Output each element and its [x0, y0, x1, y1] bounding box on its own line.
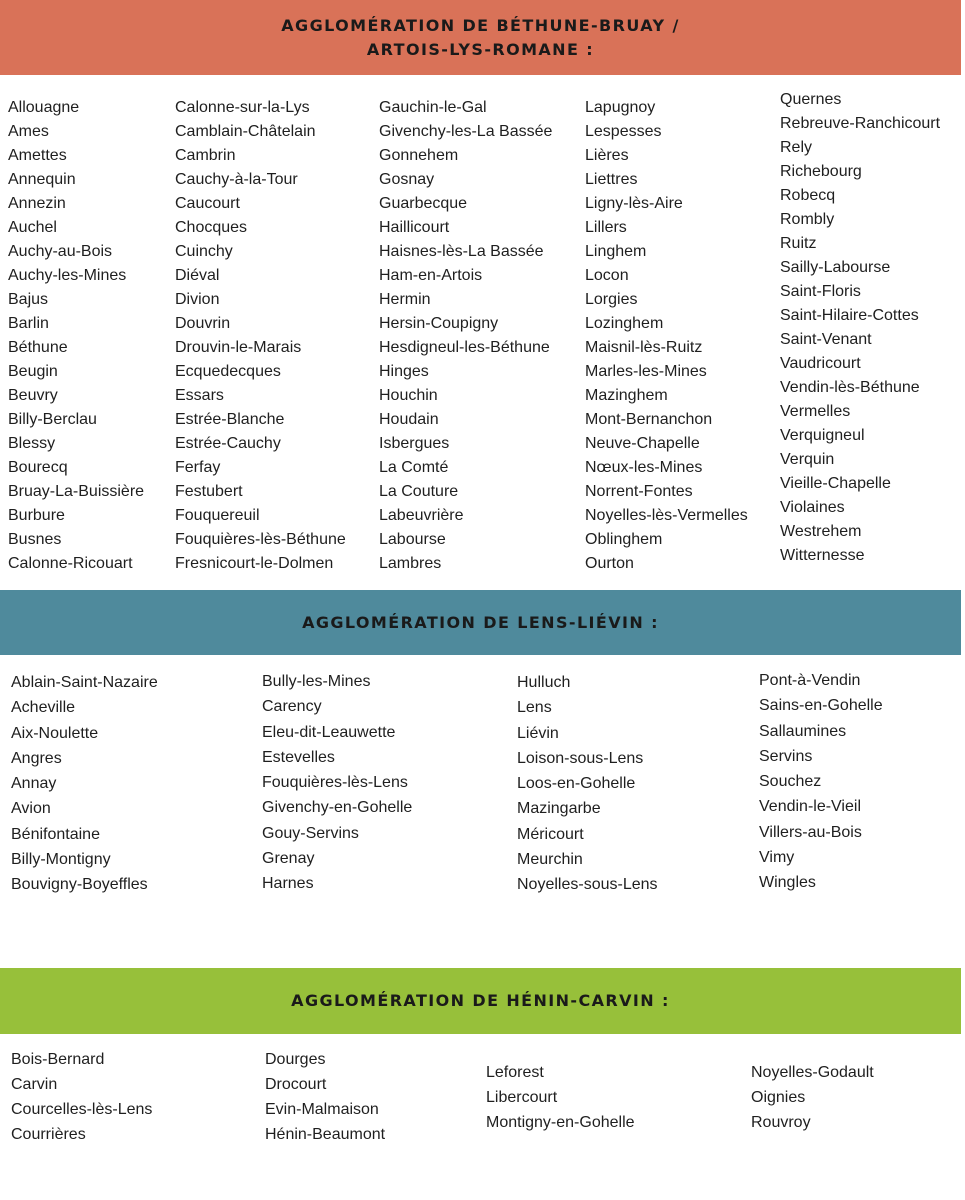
commune-name: Saint-Hilaire-Cottes — [780, 307, 919, 324]
commune-name: Barlin — [8, 315, 49, 332]
commune-name: Carency — [262, 698, 322, 716]
commune-name: Lambres — [379, 555, 442, 572]
commune-name: Fresnicourt-le-Dolmen — [175, 555, 334, 572]
commune-name: Auchel — [8, 219, 57, 236]
section-header-lens-lievin — [0, 590, 961, 655]
commune-name: Saint-Floris — [780, 283, 861, 300]
commune-name: Cambrin — [175, 147, 236, 164]
commune-name: Wingles — [759, 874, 816, 892]
commune-column — [8, 96, 144, 576]
commune-name: Vendin-le-Vieil — [759, 798, 861, 816]
commune-name: Lens — [517, 699, 552, 717]
commune-name: Courcelles-lès-Lens — [11, 1101, 153, 1118]
commune-name: Quernes — [780, 91, 842, 108]
commune-name: Verquin — [780, 451, 835, 468]
commune-name: Sains-en-Gohelle — [759, 697, 883, 715]
commune-column — [751, 1060, 874, 1135]
commune-name: Ruitz — [780, 235, 817, 252]
commune-name: Diéval — [175, 267, 220, 284]
commune-name: Libercourt — [486, 1089, 558, 1106]
commune-name: Nœux-les-Mines — [585, 459, 703, 476]
commune-name: Drocourt — [265, 1076, 327, 1093]
commune-name: Richebourg — [780, 163, 862, 180]
commune-name: Annay — [11, 775, 57, 793]
commune-name: Givenchy-les-La Bassée — [379, 123, 553, 140]
commune-name: Saint-Venant — [780, 331, 872, 348]
commune-name: Harnes — [262, 875, 314, 893]
commune-name: Busnes — [8, 531, 62, 548]
commune-name: Camblain-Châtelain — [175, 123, 316, 140]
commune-name: Bully-les-Mines — [262, 673, 371, 690]
commune-name: Beuvry — [8, 387, 58, 404]
commune-name: Evin-Malmaison — [265, 1101, 379, 1118]
commune-name: Noyelles-Godault — [751, 1064, 874, 1081]
commune-name: Ecquedecques — [175, 363, 281, 380]
commune-name: Sailly-Labourse — [780, 259, 891, 276]
commune-column — [585, 96, 748, 576]
commune-name: Beugin — [8, 363, 58, 380]
commune-name: Béthune — [8, 339, 68, 356]
commune-name: Hénin-Beaumont — [265, 1126, 386, 1143]
commune-name: Caucourt — [175, 195, 240, 212]
commune-name: Hersin-Coupigny — [379, 315, 499, 332]
commune-name: Lillers — [585, 219, 627, 236]
commune-name: La Couture — [379, 483, 459, 500]
commune-name: Ablain-Saint-Nazaire — [11, 674, 158, 691]
commune-name: Liévin — [517, 724, 559, 742]
commune-name: Blessy — [8, 435, 56, 452]
commune-name: Souchez — [759, 773, 822, 791]
commune-column — [486, 1060, 635, 1135]
section-title-line2: ARTOIS-LYS-ROMANE : — [366, 39, 595, 59]
commune-name: Fouquières-lès-Béthune — [175, 531, 346, 548]
commune-name: Sallaumines — [759, 722, 847, 740]
commune-name: Pont-à-Vendin — [759, 672, 861, 689]
commune-name: Gauchin-le-Gal — [379, 99, 487, 116]
commune-column — [379, 96, 552, 576]
commune-name: Maisnil-lès-Ruitz — [585, 339, 703, 356]
commune-name: Estrée-Blanche — [175, 411, 285, 428]
commune-name: Festubert — [175, 483, 243, 500]
commune-name: Norrent-Fontes — [585, 483, 693, 500]
commune-name: Labeuvrière — [379, 507, 464, 524]
commune-name: Carvin — [11, 1076, 58, 1093]
commune-name: Leforest — [486, 1064, 544, 1081]
commune-name: Essars — [175, 387, 224, 404]
commune-name: Isbergues — [379, 435, 450, 452]
commune-name: Vermelles — [780, 403, 851, 420]
commune-name: Hinges — [379, 363, 429, 380]
commune-name: Douvrin — [175, 315, 231, 332]
commune-name: Marles-les-Mines — [585, 363, 707, 380]
commune-name: Loos-en-Gohelle — [517, 775, 636, 793]
commune-name: Calonne-sur-la-Lys — [175, 99, 310, 116]
commune-name: Loison-sous-Lens — [517, 749, 644, 767]
commune-name: Lespesses — [585, 123, 662, 140]
commune-name: Auchy-au-Bois — [8, 243, 113, 260]
commune-name: Bruay-La-Buissière — [8, 483, 145, 500]
commune-name: Bouvigny-Boyeffles — [11, 876, 148, 894]
commune-name: Drouvin-le-Marais — [175, 339, 302, 356]
commune-name: Hermin — [379, 291, 431, 308]
commune-name: Annezin — [8, 195, 66, 212]
commune-name: Villers-au-Bois — [759, 823, 862, 841]
commune-name: Eleu-dit-Leauwette — [262, 723, 396, 741]
commune-name: Calonne-Ricouart — [8, 555, 133, 572]
commune-name: Locon — [585, 267, 629, 284]
section-title-line1: AGGLOMÉRATION DE BÉTHUNE-BRUAY / — [281, 15, 680, 35]
commune-name: Givenchy-en-Gohelle — [262, 799, 413, 817]
commune-name: Neuve-Chapelle — [585, 435, 700, 452]
commune-name: Mazinghem — [585, 387, 668, 404]
commune-name: Vieille-Chapelle — [780, 475, 891, 492]
commune-name: Montigny-en-Gohelle — [486, 1114, 635, 1131]
commune-name: Gouy-Servins — [262, 824, 359, 842]
commune-name: Servins — [759, 747, 813, 765]
commune-name: Fouquières-lès-Lens — [262, 774, 408, 792]
commune-name: Divion — [175, 291, 220, 308]
commune-column — [759, 668, 883, 896]
commune-name: Labourse — [379, 531, 446, 548]
commune-name: Ferfay — [175, 459, 221, 476]
commune-name: Dourges — [265, 1051, 326, 1068]
commune-name: Robecq — [780, 187, 836, 204]
commune-name: Meurchin — [517, 851, 583, 869]
commune-column — [262, 669, 412, 897]
commune-name: Estevelles — [262, 748, 335, 766]
commune-name: Oblinghem — [585, 531, 663, 548]
commune-name: Auchy-les-Mines — [8, 267, 127, 284]
commune-name: Acheville — [11, 699, 76, 717]
commune-column — [175, 96, 346, 576]
commune-name: Méricourt — [517, 825, 584, 843]
commune-name: Guarbecque — [379, 195, 468, 212]
commune-name: Bourecq — [8, 459, 68, 476]
commune-name: Mazingarbe — [517, 800, 601, 818]
commune-name: Burbure — [8, 507, 65, 524]
commune-name: Annequin — [8, 171, 76, 188]
commune-name: Bénifontaine — [11, 825, 100, 843]
commune-name: Aix-Noulette — [11, 724, 99, 742]
commune-name: Cauchy-à-la-Tour — [175, 171, 298, 188]
commune-name: Oignies — [751, 1089, 806, 1106]
commune-column — [11, 670, 158, 898]
commune-name: Vendin-lès-Béthune — [780, 379, 920, 396]
commune-name: Vaudricourt — [780, 355, 861, 372]
commune-name: Chocques — [175, 219, 248, 236]
commune-name: Ourton — [585, 555, 634, 572]
commune-name: Lorgies — [585, 291, 638, 308]
commune-name: Avion — [11, 800, 51, 818]
section-title: AGGLOMÉRATION DE HÉNIN-CARVIN : — [291, 991, 670, 1010]
section-header-henin-carvin — [0, 968, 961, 1034]
commune-name: Mont-Bernanchon — [585, 411, 713, 428]
commune-name: Hulluch — [517, 674, 571, 691]
commune-name: Billy-Montigny — [11, 851, 111, 869]
commune-name: Lapugnoy — [585, 99, 656, 116]
commune-name: Bois-Bernard — [11, 1051, 105, 1068]
commune-name: Westrehem — [780, 523, 862, 540]
commune-column — [11, 1047, 152, 1147]
commune-name: Rouvroy — [751, 1114, 811, 1131]
commune-name: Noyelles-lès-Vermelles — [585, 507, 748, 524]
commune-column — [517, 670, 658, 898]
commune-name: Estrée-Cauchy — [175, 435, 281, 452]
section-title: AGGLOMÉRATION DE LENS-LIÉVIN : — [302, 612, 659, 632]
commune-name: Grenay — [262, 850, 315, 868]
commune-name: Rebreuve-Ranchicourt — [780, 115, 941, 132]
commune-name: Haillicourt — [379, 219, 450, 236]
section-header-bethune-bruay — [0, 0, 961, 75]
commune-name: Vimy — [759, 849, 795, 867]
commune-name: Haisnes-lès-La Bassée — [379, 243, 544, 260]
commune-name: Lières — [585, 147, 629, 164]
commune-name: Angres — [11, 749, 62, 767]
commune-name: Witternesse — [780, 547, 865, 564]
commune-name: Rombly — [780, 211, 835, 228]
commune-name: Rely — [780, 139, 813, 156]
commune-name: Liettres — [585, 171, 638, 188]
commune-name: Violaines — [780, 499, 845, 516]
commune-name: Billy-Berclau — [8, 411, 97, 428]
commune-name: Allouagne — [8, 99, 80, 116]
commune-name: Verquigneul — [780, 427, 865, 444]
commune-name: Ames — [8, 123, 49, 140]
commune-name: Courrières — [11, 1126, 86, 1143]
commune-name: Houchin — [379, 387, 438, 404]
commune-name: Hesdigneul-les-Béthune — [379, 339, 550, 356]
commune-name: Linghem — [585, 243, 647, 260]
commune-name: Cuinchy — [175, 243, 233, 260]
commune-name: Amettes — [8, 147, 67, 164]
commune-name: La Comté — [379, 459, 449, 476]
commune-name: Gosnay — [379, 171, 435, 188]
commune-name: Ham-en-Artois — [379, 267, 483, 284]
commune-name: Bajus — [8, 291, 49, 308]
commune-name: Ligny-lès-Aire — [585, 195, 683, 212]
commune-name: Fouquereuil — [175, 507, 260, 524]
commune-name: Houdain — [379, 411, 439, 428]
commune-column — [265, 1047, 385, 1147]
commune-name: Gonnehem — [379, 147, 459, 164]
commune-name: Noyelles-sous-Lens — [517, 876, 658, 894]
commune-name: Lozinghem — [585, 315, 664, 332]
commune-column — [780, 88, 940, 568]
